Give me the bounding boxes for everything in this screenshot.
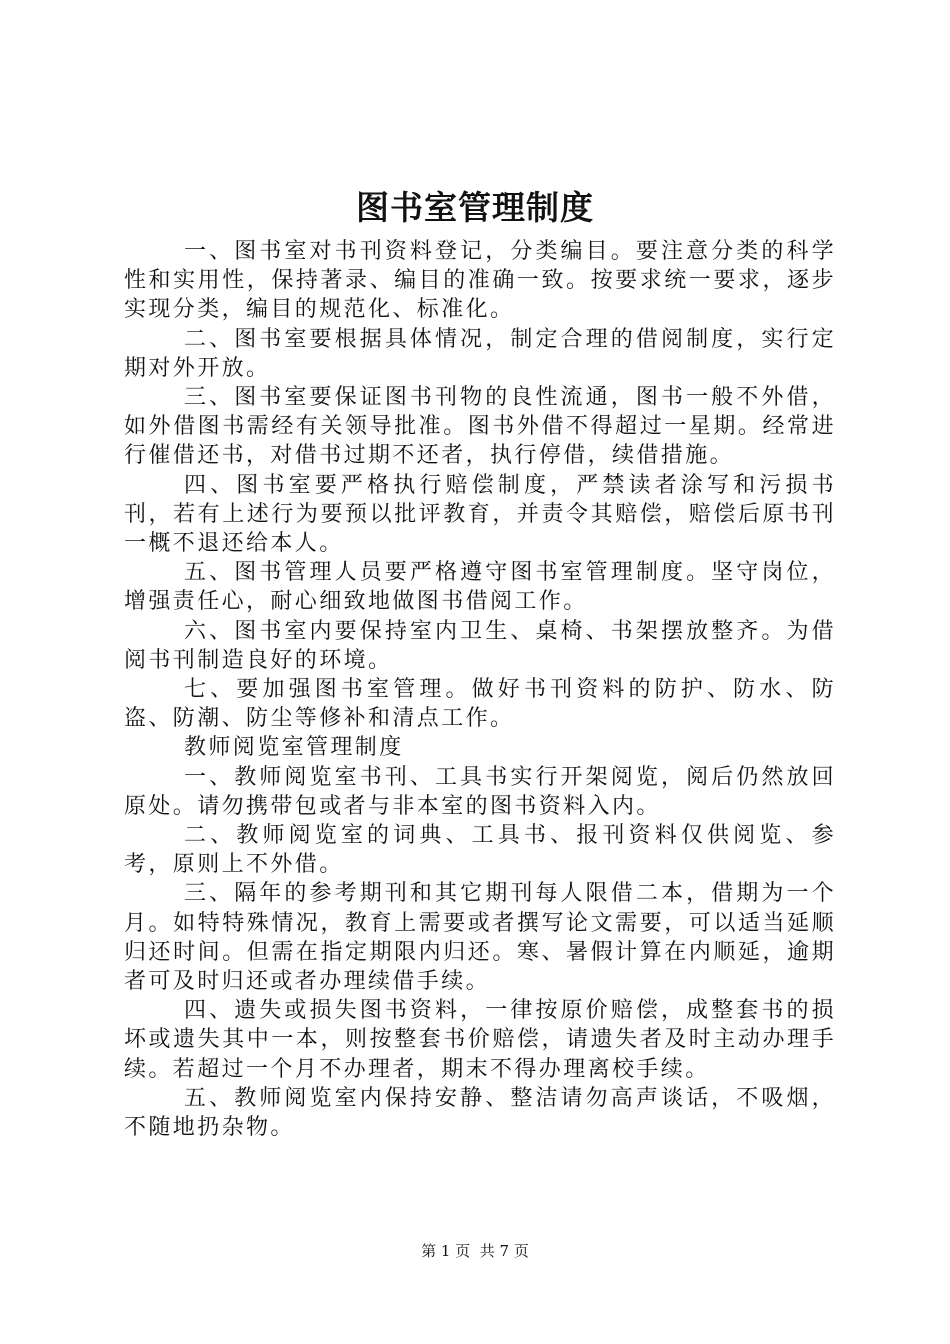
paragraph: 二、图书室要根据具体情况，制定合理的借阅制度，实行定期对外开放。 (124, 326, 836, 381)
paragraph: 四、图书室要严格执行赔偿制度，严禁读者涂写和污损书刊，若有上述行为要预以批评教育，并责令其赔偿，赔偿后原书刊一概不退还给本人。 (124, 472, 836, 557)
paragraph: 六、图书室内要保持室内卫生、桌椅、书架摆放整齐。为借阅书刊制造良好的环境。 (124, 618, 836, 673)
document-body (124, 237, 836, 1142)
paragraph: 五、图书管理人员要严格遵守图书室管理制度。坚守岗位，增强责任心，耐心细致地做图书借阅工作。 (124, 560, 836, 615)
page-number-label: 第 1 页 共 7 页 (421, 1242, 529, 1260)
paragraph: 二、教师阅览室的词典、工具书、报刊资料仅供阅览、参考，原则上不外借。 (124, 823, 836, 878)
document-title: 图书室管理制度 (356, 188, 594, 227)
paragraph: 七、要加强图书室管理。做好书刊资料的防护、防水、防盗、防潮、防尘等修补和清点工作。 (124, 677, 836, 732)
paragraph: 三、图书室要保证图书刊物的良性流通，图书一般不外借，如外借图书需经有关领导批准。图书外借不得超过一星期。经常进行催借还书，对借书过期不还者，执行停借，续借措施。 (124, 385, 836, 469)
page-footer (0, 1241, 950, 1261)
paragraph: 五、教师阅览室内保持安静、整洁请勿高声谈话，不吸烟，不随地扔杂物。 (124, 1085, 836, 1141)
section-heading: 教师阅览室管理制度 (184, 735, 404, 761)
paragraph: 一、图书室对书刊资料登记，分类编目。要注意分类的科学性和实用性，保持著录、编目的准确一致。按要求统一要求，逐步实现分类，编目的规范化、标准化。 (124, 239, 836, 323)
paragraph: 一、教师阅览室书刊、工具书实行开架阅览，阅后仍然放回原处。请勿携带包或者与非本室的图书资料入内。 (124, 764, 836, 819)
paragraph: 四、遗失或损失图书资料，一律按原价赔偿，成整套书的损坏或遗失其中一本，则按整套书价赔偿，请遗失者及时主动办理手续。若超过一个月不办理者，期末不得办理离校手续。 (124, 998, 836, 1082)
paragraph: 三、隔年的参考期刊和其它期刊每人限借二本，借期为一个月。如特特殊情况，教育上需要或者撰写论文需要，可以适当延顺归还时间。但需在指定期限内归还。寒、暑假计算在内顺延，逾期者可及时归还或者办理续借手续。 (124, 881, 836, 995)
